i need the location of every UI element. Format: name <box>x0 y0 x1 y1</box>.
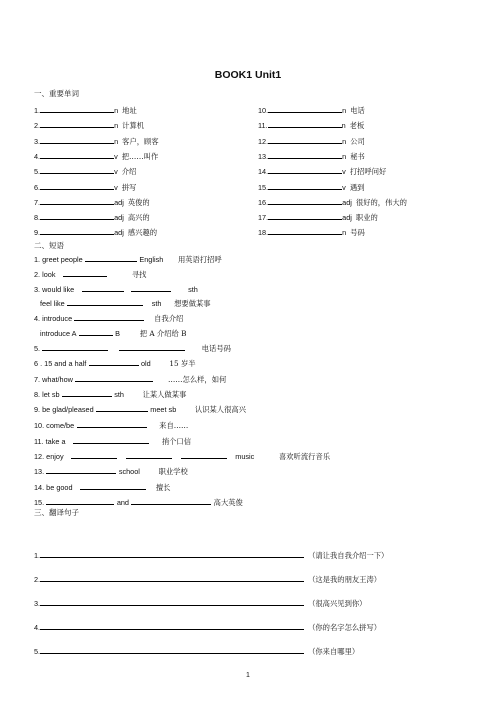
sentence-prompt: （很高兴见到你） <box>308 599 367 608</box>
vocab-meaning: 公司 <box>350 136 365 146</box>
part-of-speech: n <box>114 121 119 131</box>
page-title: BOOK1 Unit1 <box>214 69 282 81</box>
answer-blank[interactable] <box>268 226 342 235</box>
answer-line[interactable] <box>40 597 304 606</box>
vocab-number: 4. <box>34 151 41 161</box>
answer-blank[interactable] <box>40 181 114 190</box>
vocab-number: 5. <box>34 167 41 177</box>
phrase-meaning: ……怎么样，如何 <box>167 375 227 384</box>
phrase-row <box>34 312 183 322</box>
sentence-number: 5. <box>34 647 41 656</box>
sentence-number: 4. <box>34 623 41 632</box>
part-of-speech: v <box>114 167 118 177</box>
phrase-meaning: 用英语打招呼 <box>177 255 222 264</box>
phrase-row <box>34 403 246 413</box>
phrase-text: introduce A <box>40 329 77 338</box>
answer-blank[interactable] <box>181 450 227 459</box>
vocab-meaning: 职业的 <box>355 213 378 223</box>
phrase-meaning: 捎个口信 <box>161 437 192 446</box>
phrase-text: B <box>115 329 121 338</box>
phrase-text: 1. greet people <box>34 255 83 264</box>
answer-blank[interactable] <box>40 165 114 174</box>
answer-blank[interactable] <box>40 196 114 205</box>
answer-blank[interactable] <box>40 135 114 144</box>
answer-line[interactable] <box>40 549 304 558</box>
answer-blank[interactable] <box>80 481 146 490</box>
vocab-number: 9. <box>34 228 41 238</box>
vocab-item <box>34 150 158 160</box>
phrase-row <box>34 283 198 293</box>
part-of-speech: adj <box>114 228 124 238</box>
answer-blank[interactable] <box>268 150 342 159</box>
phrase-text: old <box>141 359 151 368</box>
answer-blank[interactable] <box>46 465 116 474</box>
phrase-meaning: 认识某人很高兴 <box>194 405 246 414</box>
vocab-item <box>258 104 365 114</box>
part-of-speech: n <box>342 151 347 161</box>
answer-blank[interactable] <box>89 357 139 366</box>
vocab-item <box>258 150 365 160</box>
vocab-item <box>34 119 144 129</box>
phrase-meaning: 寻找 <box>131 270 147 279</box>
answer-blank[interactable] <box>131 496 211 505</box>
vocab-meaning: 打招呼问好 <box>349 167 387 177</box>
phrase-text: school <box>118 467 140 476</box>
answer-blank[interactable] <box>268 104 342 113</box>
phrase-row <box>34 419 188 429</box>
phrase-row <box>40 297 211 307</box>
phrase-meaning: 电话号码 <box>201 344 231 353</box>
vocab-number: 10. <box>258 106 269 115</box>
vocab-item <box>34 181 136 191</box>
part-of-speech: v <box>342 182 346 192</box>
vocab-number: 7. <box>34 197 41 207</box>
vocab-item <box>34 226 157 236</box>
phrase-meaning: 想要做某事 <box>174 299 211 308</box>
phrase-text: 11. take a <box>34 437 66 446</box>
vocab-number: 11. <box>258 121 268 131</box>
phrase-text: 13. <box>34 467 45 476</box>
answer-blank[interactable] <box>131 283 171 292</box>
vocab-number: 15. <box>258 182 269 192</box>
page-number: 1 <box>246 672 250 679</box>
phrase-row <box>34 342 231 352</box>
answer-blank[interactable] <box>46 496 114 505</box>
vocab-number: 18. <box>258 228 269 238</box>
vocab-number: 13. <box>258 151 269 161</box>
vocab-number: 16. <box>258 197 269 207</box>
answer-blank[interactable] <box>77 419 147 428</box>
answer-blank[interactable] <box>268 135 342 144</box>
phrase-text: 6 . 15 and a half <box>34 359 87 368</box>
phrase-text: 2. look <box>34 270 56 279</box>
sentence-number: 3. <box>34 599 41 608</box>
answer-blank[interactable] <box>62 388 112 397</box>
vocab-meaning: 很好的，伟大的 <box>355 197 407 207</box>
answer-blank[interactable] <box>73 435 149 444</box>
translation-item <box>34 573 381 583</box>
answer-blank[interactable] <box>126 450 172 459</box>
vocab-meaning: 拼写 <box>121 182 137 192</box>
part-of-speech: n <box>342 106 347 115</box>
vocab-item <box>258 226 365 236</box>
vocab-meaning: 遇到 <box>349 182 365 192</box>
vocab-item <box>258 211 378 221</box>
sentence-number: 1. <box>34 551 41 560</box>
phrase-row <box>34 435 191 445</box>
vocab-number: 2. <box>34 121 41 131</box>
phrase-text: 3. would like <box>34 285 75 294</box>
phrase-row <box>34 465 188 475</box>
phrase-row <box>34 388 186 398</box>
answer-blank[interactable] <box>119 342 185 351</box>
phrase-meaning: 高大英俊 <box>213 498 243 507</box>
phrase-text: and <box>116 498 129 507</box>
part-of-speech: v <box>114 151 118 161</box>
phrase-text: 4. introduce <box>34 314 73 323</box>
vocab-meaning: 介绍 <box>121 167 137 177</box>
answer-line[interactable] <box>40 621 304 630</box>
translation-item <box>34 549 388 559</box>
vocab-item <box>34 104 137 114</box>
part-of-speech: n <box>342 228 347 238</box>
vocab-number: 17. <box>258 213 269 223</box>
translation-item <box>34 621 381 631</box>
sentence-prompt: （这是我的朋友王涛） <box>308 575 382 584</box>
phrase-meaning: 来自…… <box>159 421 189 430</box>
phrase-text: sth <box>188 285 198 294</box>
part-of-speech: adj <box>114 197 124 207</box>
section-heading-phrases: 二、短语 <box>34 241 64 250</box>
vocab-number: 3. <box>34 136 41 146</box>
part-of-speech: n <box>341 121 346 131</box>
part-of-speech: adj <box>342 197 352 207</box>
part-of-speech: v <box>342 167 346 177</box>
vocab-meaning: 号码 <box>350 228 365 238</box>
phrase-text: 10. come/be <box>34 421 75 430</box>
phrase-row <box>34 268 146 278</box>
phrase-meaning: 擅长 <box>155 483 171 492</box>
phrase-row <box>34 450 330 460</box>
vocab-number: 8. <box>34 213 41 223</box>
sentence-prompt: （请让我自我介绍一下） <box>308 551 389 560</box>
part-of-speech: n <box>114 136 119 146</box>
phrase-meaning: 把 A 介绍给 B <box>139 329 187 338</box>
sentence-prompt: （你来自哪里） <box>308 647 360 656</box>
phrase-text: 14. be good <box>34 483 73 492</box>
phrase-text: English <box>139 255 164 264</box>
answer-blank[interactable] <box>40 211 114 220</box>
phrase-row <box>34 357 196 367</box>
answer-blank[interactable] <box>67 297 143 306</box>
vocab-item <box>258 165 386 175</box>
answer-blank[interactable] <box>40 226 114 235</box>
phrase-text: music <box>235 452 255 461</box>
vocab-number: 12. <box>258 136 269 146</box>
vocab-meaning: 电话 <box>350 106 365 115</box>
phrase-text: 8. let sb <box>34 390 60 399</box>
phrase-text: 5. <box>34 344 41 353</box>
phrase-text: 9. be glad/pleased <box>34 405 94 414</box>
phrase-text: 7. what/how <box>34 375 73 384</box>
vocab-item <box>258 181 364 191</box>
answer-blank[interactable] <box>96 403 148 412</box>
vocab-meaning: 秘书 <box>350 151 365 161</box>
vocab-meaning: 老板 <box>349 121 365 131</box>
section-heading-translation: 三、翻译句子 <box>34 508 79 517</box>
vocab-meaning: 地址 <box>122 106 137 115</box>
vocab-item <box>34 211 150 221</box>
answer-blank[interactable] <box>85 253 137 262</box>
part-of-speech: n <box>342 136 347 146</box>
vocab-item <box>258 119 364 129</box>
answer-blank[interactable] <box>40 150 114 159</box>
phrase-row <box>34 481 170 491</box>
vocab-meaning: 英俊的 <box>127 197 150 207</box>
sentence-prompt: （你的名字怎么拼写） <box>308 623 382 632</box>
phrase-text: 12. enjoy <box>34 452 64 461</box>
phrase-meaning: 喜欢听流行音乐 <box>278 452 331 461</box>
answer-blank[interactable] <box>75 373 153 382</box>
vocab-item <box>258 135 365 145</box>
answer-blank[interactable] <box>268 196 342 205</box>
answer-blank[interactable] <box>42 342 108 351</box>
part-of-speech: adj <box>342 213 352 223</box>
answer-blank[interactable] <box>79 327 113 336</box>
answer-line[interactable] <box>40 573 304 582</box>
answer-blank[interactable] <box>40 119 114 128</box>
phrase-meaning: 自我介绍 <box>154 314 184 323</box>
vocab-meaning: 把……叫作 <box>121 151 159 161</box>
answer-blank[interactable] <box>268 119 342 128</box>
answer-line[interactable] <box>40 645 304 654</box>
vocab-meaning: 高兴的 <box>127 213 150 223</box>
part-of-speech: v <box>114 182 118 192</box>
vocab-number: 14. <box>258 167 269 177</box>
vocab-meaning: 感兴趣的 <box>127 228 158 238</box>
phrase-meaning: 15 岁半 <box>169 359 196 368</box>
phrase-row <box>40 327 186 337</box>
phrase-row <box>34 253 222 263</box>
vocab-item <box>258 196 407 206</box>
answer-blank[interactable] <box>40 104 114 113</box>
phrase-meaning: 让某人做某事 <box>142 390 187 399</box>
vocab-meaning: 客户，顾客 <box>122 136 159 146</box>
sentence-number: 2. <box>34 575 41 584</box>
answer-blank[interactable] <box>268 211 342 220</box>
part-of-speech: adj <box>114 213 124 223</box>
answer-blank[interactable] <box>268 165 342 174</box>
vocab-number: 1. <box>34 106 41 115</box>
vocab-item <box>34 135 159 145</box>
vocab-meaning: 计算机 <box>122 121 145 131</box>
answer-blank[interactable] <box>82 283 124 292</box>
vocab-number: 6. <box>34 182 41 192</box>
translation-item <box>34 597 366 607</box>
section-heading-vocabulary: 一、重要单词 <box>34 89 79 98</box>
phrase-text: sth <box>114 390 124 399</box>
phrase-meaning: 职业学校 <box>158 467 188 476</box>
answer-blank[interactable] <box>71 450 117 459</box>
phrase-row <box>34 496 243 506</box>
translation-item <box>34 645 359 655</box>
phrase-row <box>34 373 226 383</box>
part-of-speech: n <box>114 106 119 115</box>
vocab-item <box>34 165 136 175</box>
answer-blank[interactable] <box>74 312 144 321</box>
phrase-text: feel like <box>40 299 65 308</box>
phrase-text: sth <box>151 299 162 308</box>
answer-blank[interactable] <box>63 268 107 277</box>
answer-blank[interactable] <box>268 181 342 190</box>
vocab-item <box>34 196 150 206</box>
phrase-text: 15. <box>34 498 45 507</box>
phrase-text: meet sb <box>150 405 177 414</box>
